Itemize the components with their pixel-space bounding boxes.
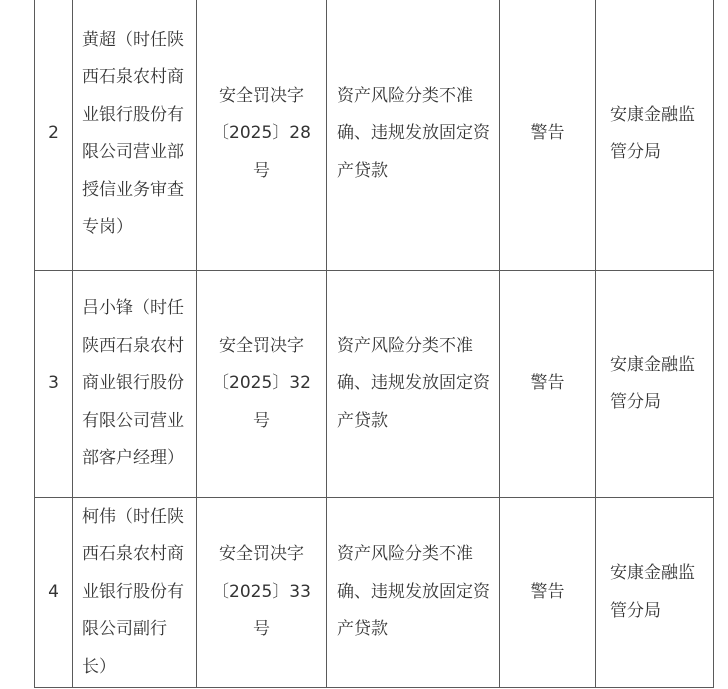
penalty-table <box>34 0 714 688</box>
penalty-content: 警告 <box>500 271 596 498</box>
table-row <box>35 498 714 688</box>
row-number: 2 <box>35 0 73 271</box>
party-name: 柯伟（时任陕西石泉农村商业银行股份有限公司副行长） <box>73 498 197 688</box>
decision-document-number: 安全罚决字〔2025〕33号 <box>197 498 327 688</box>
party-name: 黄超（时任陕西石泉农村商业银行股份有限公司营业部授信业务审查专岗） <box>73 0 197 271</box>
table-row <box>35 0 714 271</box>
penalty-content: 警告 <box>500 0 596 271</box>
violation-description: 资产风险分类不准确、违规发放固定资产贷款 <box>327 498 500 688</box>
issuing-authority: 安康金融监管分局 <box>596 498 714 688</box>
issuing-authority: 安康金融监管分局 <box>596 271 714 498</box>
table-row <box>35 271 714 498</box>
penalty-content: 警告 <box>500 498 596 688</box>
decision-document-number: 安全罚决字〔2025〕28号 <box>197 0 327 271</box>
issuing-authority: 安康金融监管分局 <box>596 0 714 271</box>
party-name: 吕小锋（时任陕西石泉农村商业银行股份有限公司营业部客户经理） <box>73 271 197 498</box>
row-number: 3 <box>35 271 73 498</box>
row-number: 4 <box>35 498 73 688</box>
violation-description: 资产风险分类不准确、违规发放固定资产贷款 <box>327 0 500 271</box>
violation-description: 资产风险分类不准确、违规发放固定资产贷款 <box>327 271 500 498</box>
decision-document-number: 安全罚决字〔2025〕32号 <box>197 271 327 498</box>
